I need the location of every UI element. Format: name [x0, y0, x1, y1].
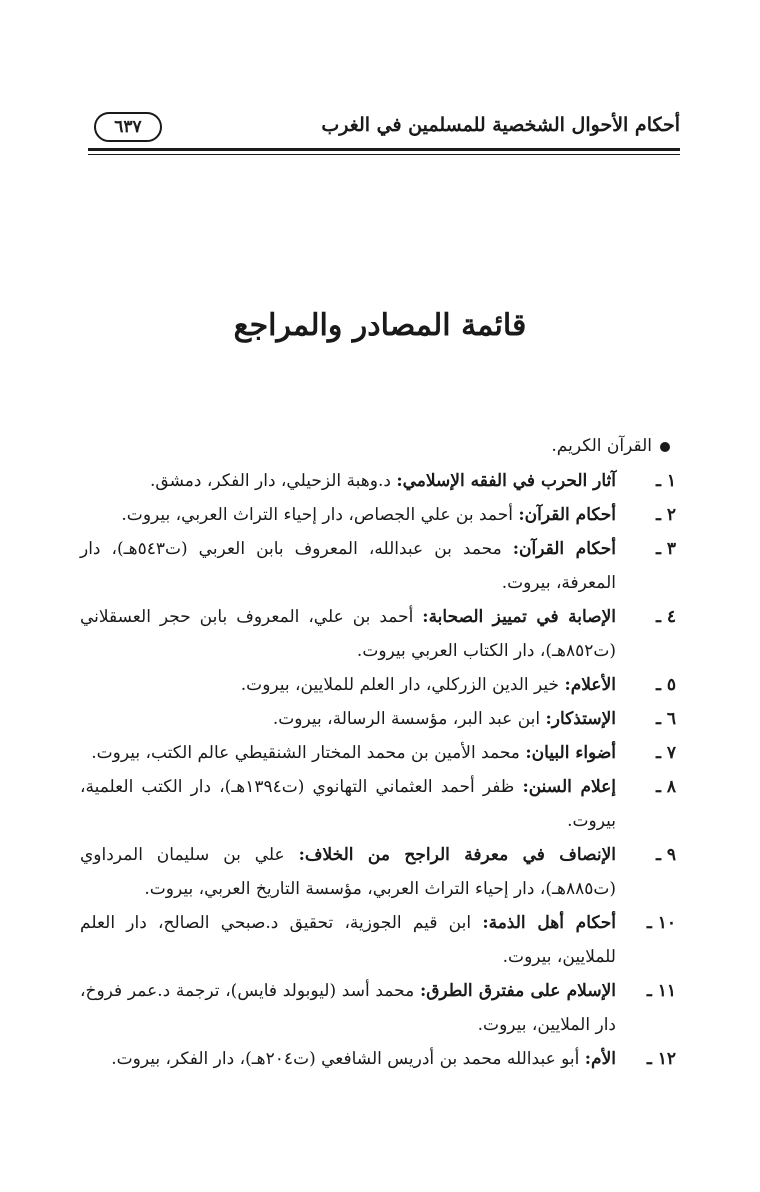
reference-title: آثار الحرب في الفقه الإسلامي:: [396, 471, 616, 491]
reference-item: [80, 770, 676, 838]
reference-item: [80, 974, 676, 1042]
reference-details: د.وهبة الزحيلي، دار الفكر، دمشق.: [150, 471, 391, 491]
reference-item: [80, 838, 676, 906]
reference-number: ١٢ ـ: [646, 1049, 676, 1069]
reference-number: ٢ ـ: [655, 505, 676, 525]
reference-details: علي بن سليمان المرداوي (ت٨٨٥هـ)، دار إحياء التراث العربي، مؤسسة التاريخ العربي، بيروت.: [80, 845, 616, 899]
reference-title: إعلام السنن:: [522, 777, 616, 797]
reference-title: أحكام القرآن:: [518, 505, 616, 525]
book-title: أحكام الأحوال الشخصية للمسلمين في الغرب: [321, 114, 680, 136]
reference-number: ٧ ـ: [655, 743, 676, 763]
reference-item: [80, 532, 676, 600]
reference-item: [80, 906, 676, 974]
reference-item: [80, 1042, 676, 1076]
reference-number: ٨ ـ: [655, 777, 676, 797]
reference-title: الإصابة في تمييز الصحابة:: [422, 607, 617, 627]
reference-intro-item: [80, 428, 676, 464]
reference-title: الأعلام:: [564, 675, 616, 695]
running-header: [88, 108, 680, 148]
reference-number: ١ ـ: [655, 471, 676, 491]
reference-details: محمد بن عبدالله، المعروف بابن العربي (ت٥٤٣هـ)، دار المعرفة، بيروت.: [80, 539, 616, 593]
reference-title: أحكام أهل الذمة:: [482, 913, 617, 933]
reference-number: ٦ ـ: [655, 709, 676, 729]
reference-item: [80, 702, 676, 736]
reference-title: الأم:: [584, 1049, 616, 1069]
reference-item: [80, 464, 676, 498]
reference-details: محمد أسد (ليوبولد فايس)، ترجمة د.عمر فروخ، دار الملايين، بيروت.: [80, 981, 616, 1035]
page-number: ٦٣٧: [94, 112, 162, 142]
reference-title: أضواء البيان:: [525, 743, 616, 763]
header-rule-thick: [88, 148, 680, 151]
reference-item: [80, 668, 676, 702]
reference-item: [80, 736, 676, 770]
reference-title: الإستذكار:: [545, 709, 616, 729]
reference-details: أحمد بن علي، المعروف بابن حجر العسقلاني (ت٨٥٢هـ)، دار الكتاب العربي بيروت.: [80, 607, 616, 661]
reference-number: ٣ ـ: [655, 539, 676, 559]
reference-number: ٤ ـ: [655, 607, 676, 627]
reference-number: ١٠ ـ: [646, 913, 676, 933]
reference-item: [80, 498, 676, 532]
reference-details: أبو عبدالله محمد بن أدريس الشافعي (ت٢٠٤هـ)، دار الفكر، بيروت.: [111, 1049, 580, 1069]
reference-details: خير الدين الزركلي، دار العلم للملايين، بيروت.: [240, 675, 560, 695]
reference-number: ٥ ـ: [655, 675, 676, 695]
reference-details: ابن عبد البر، مؤسسة الرسالة، بيروت.: [272, 709, 541, 729]
reference-number: ٩ ـ: [655, 845, 676, 865]
reference-item: [80, 600, 676, 668]
reference-details: ابن قيم الجوزية، تحقيق د.صبحي الصالح، دار العلم للملايين، بيروت.: [80, 913, 616, 967]
reference-details: محمد الأمين بن محمد المختار الشنقيطي عالم الكتب، بيروت.: [91, 743, 520, 763]
header-rule-thin: [88, 154, 680, 155]
reference-details: أحمد بن علي الجصاص، دار إحياء التراث العربي، بيروت.: [121, 505, 513, 525]
reference-number: ١١ ـ: [646, 981, 676, 1001]
intro-text: القرآن الكريم.: [551, 436, 652, 456]
section-title: قائمة المصادر والمراجع: [233, 308, 527, 343]
bullet-icon: [660, 442, 670, 452]
reference-title: أحكام القرآن:: [512, 539, 616, 559]
reference-list: [80, 428, 676, 1076]
reference-title: الإنصاف في معرفة الراجح من الخلاف:: [298, 845, 616, 865]
reference-details: ظفر أحمد العثماني التهانوي (ت١٣٩٤هـ)، دار الكتب العلمية، بيروت.: [80, 777, 616, 831]
reference-title: الإسلام على مفترق الطرق:: [419, 981, 616, 1001]
